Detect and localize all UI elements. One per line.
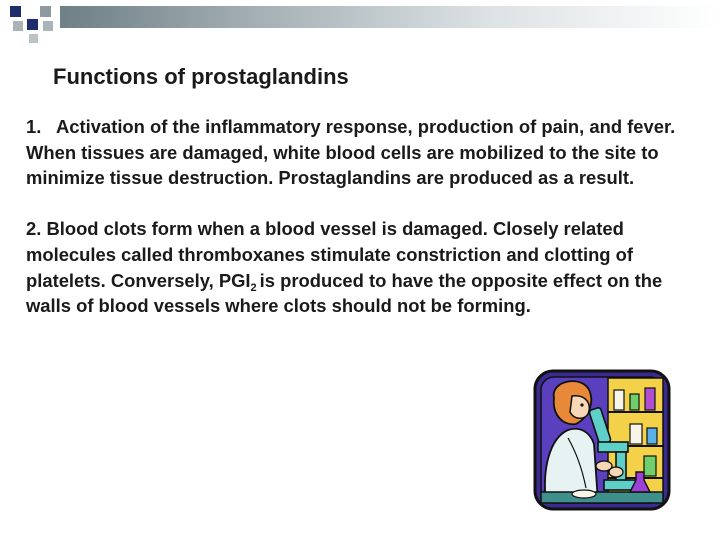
gray-square-right — [43, 21, 53, 31]
point-2-text-start: 2. Blood clots form when a blood vessel is damaged. Closely related molecules called thromboxanes stimulate constriction and clotting of platelets. Conversely, PGI — [26, 218, 633, 291]
point-1-number: 1. — [26, 116, 42, 137]
gray-square-left — [13, 21, 23, 31]
header-gradient-bar — [60, 6, 720, 28]
header-decoration — [0, 0, 720, 44]
slide-body — [26, 114, 706, 319]
point-1-text: Activation of the inflammatory response, production of pain, and fever. When tissues are damaged, white blood cells are mobilized to the site to minimize tissue destruction. Prostaglandins are produced as a result. — [26, 116, 676, 189]
point-2-text-end: is produced to have the opposite effect on the walls of blood vessels where clots should not be forming. — [26, 269, 663, 317]
slide-title: Functions of prostaglandins — [53, 64, 349, 89]
gray-square-bottom — [29, 34, 38, 43]
navy-square-top-left — [10, 6, 21, 17]
navy-square-middle — [27, 19, 38, 30]
scientist-microscope-clipart — [532, 368, 672, 512]
gray-square-top — [40, 6, 51, 17]
point-1 — [26, 114, 706, 191]
point-2-subscript: 2 — [250, 281, 257, 294]
point-2 — [26, 216, 706, 318]
